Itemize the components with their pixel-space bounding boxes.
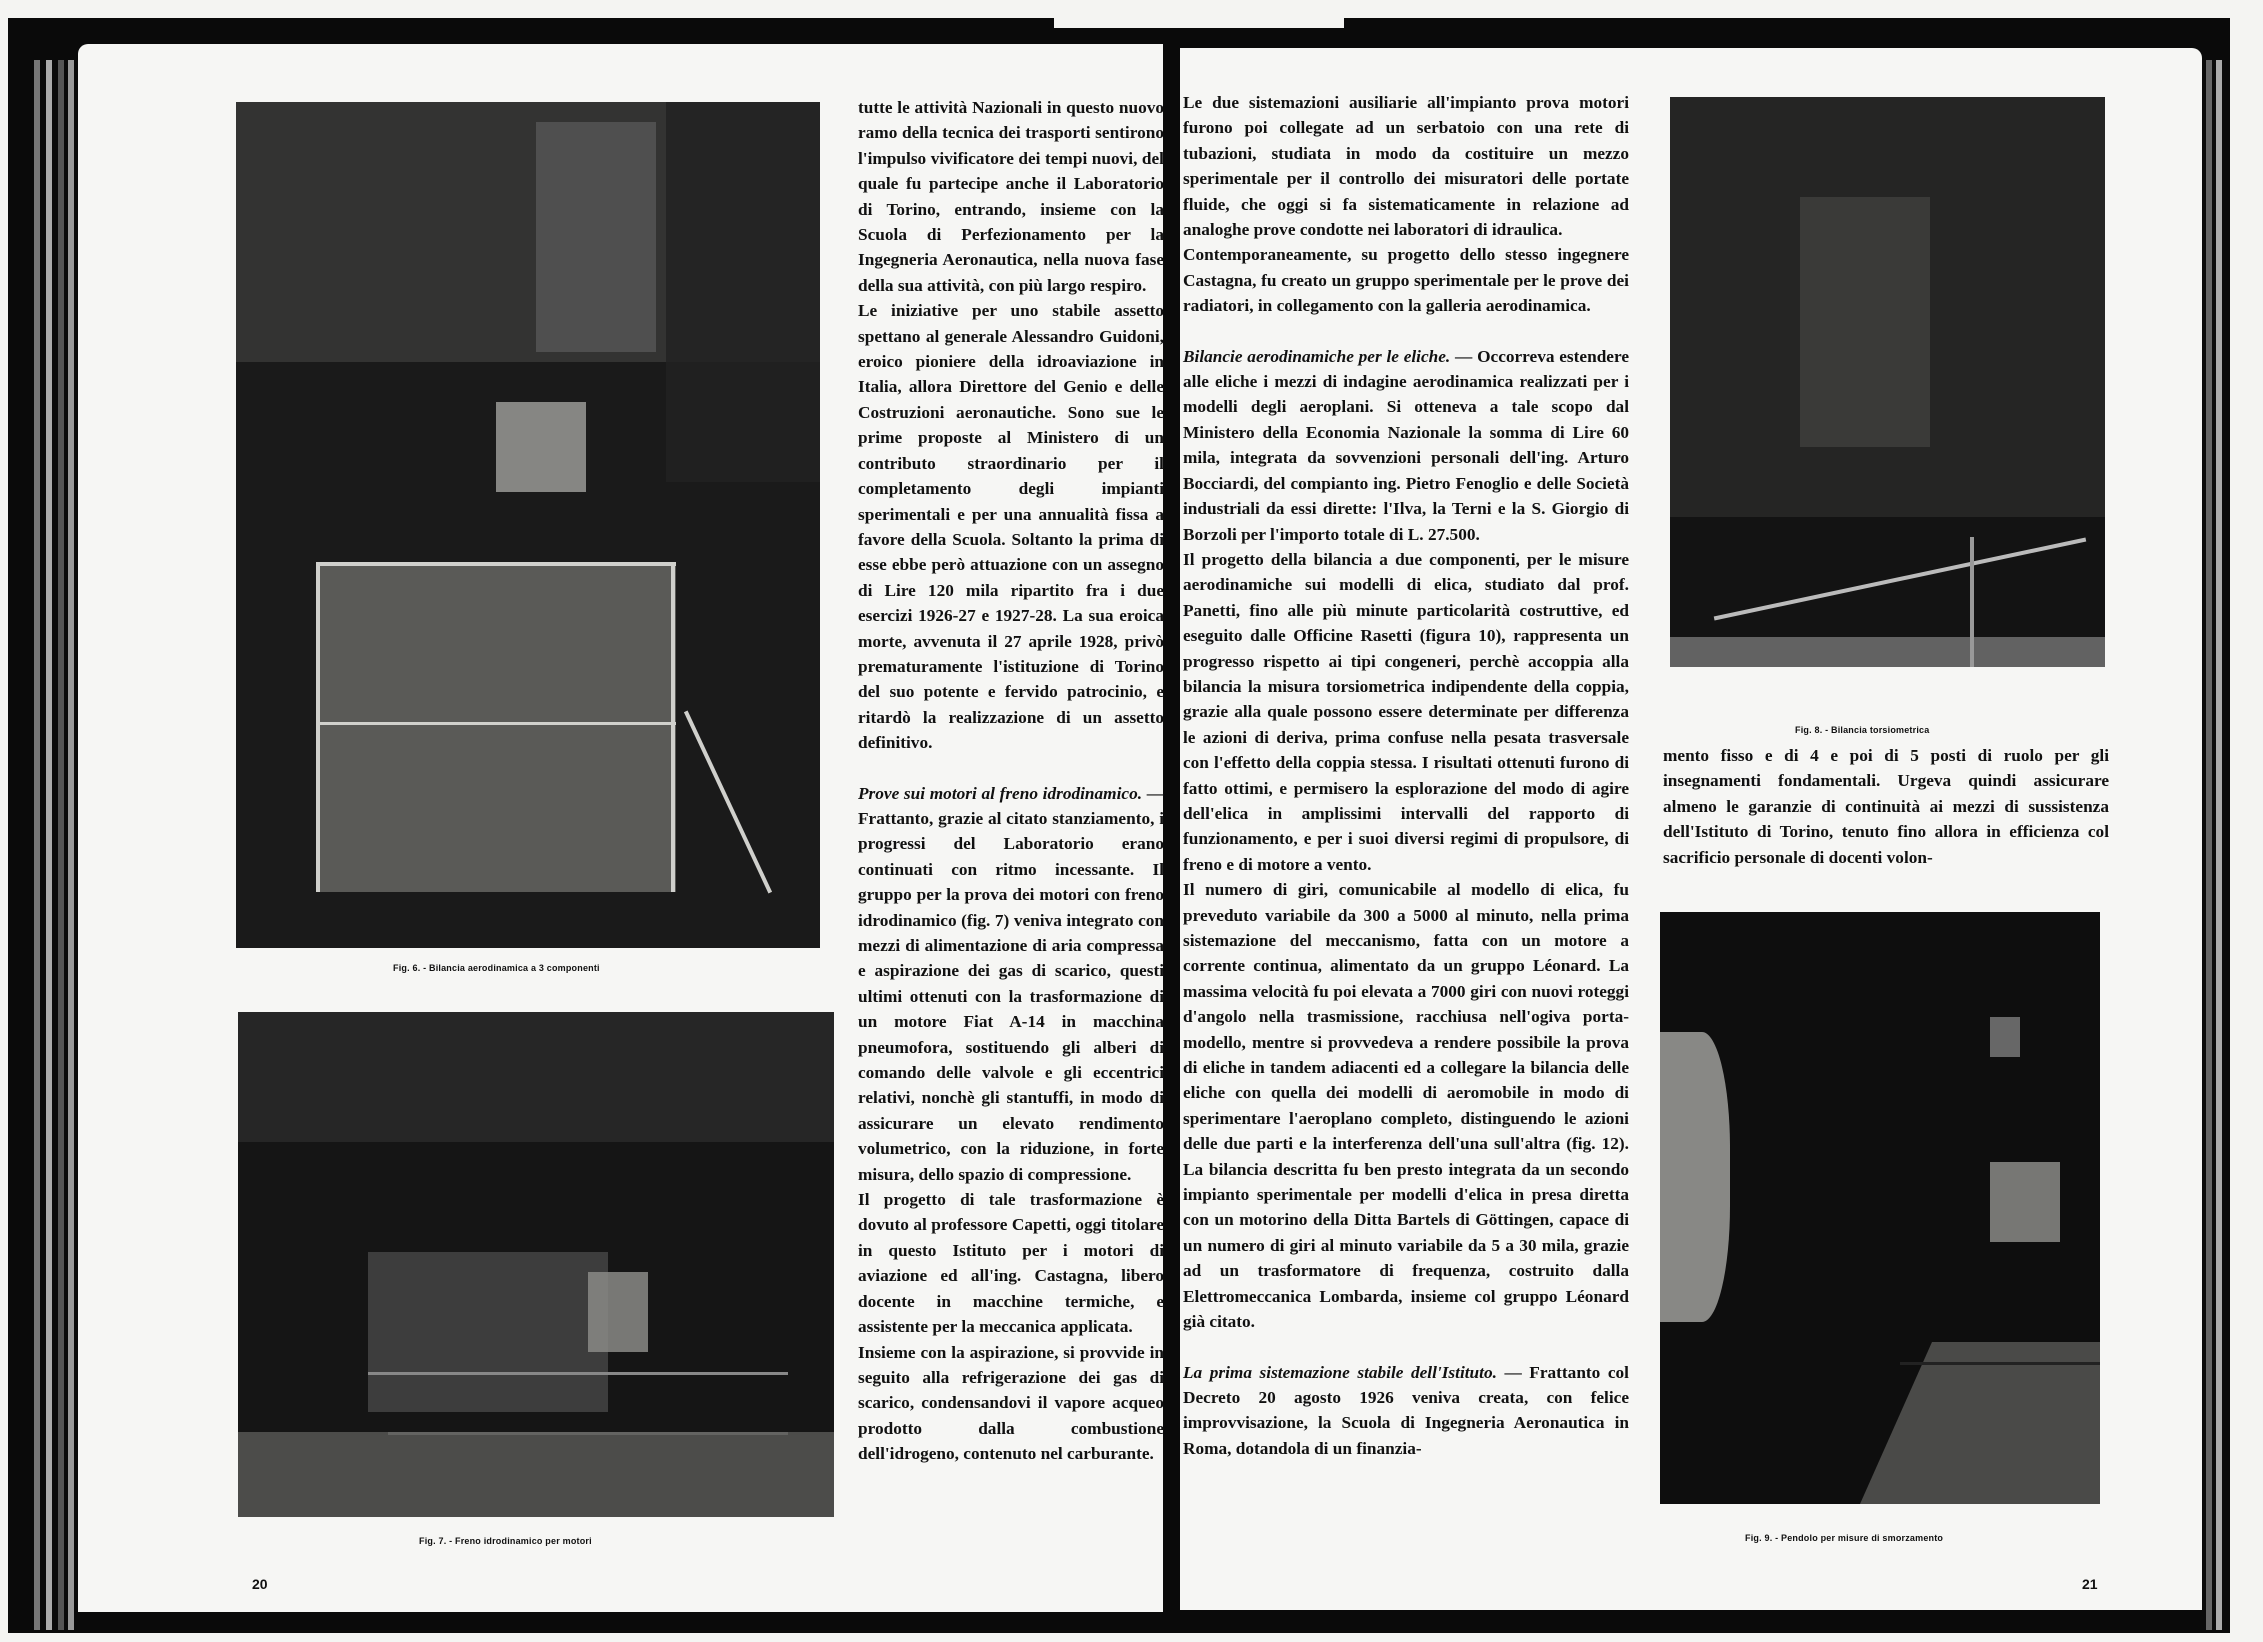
paragraph-text: — Frattanto col Decreto 20 agosto 1926 veniva creata, con felice improvvisazione, la Scuola di Ingegneria Aeronautica in Roma, dotandola di un finanzia-	[1183, 1362, 1629, 1458]
page-edge-stack	[2216, 60, 2222, 1630]
page-edge-stack	[34, 60, 40, 1630]
figure-6-caption: Fig. 6. - Bilancia aerodinamica a 3 componenti	[393, 963, 600, 973]
section-heading: La prima sistemazione stabile dell'Istituto.	[1183, 1362, 1497, 1382]
paragraph: Il numero di giri, comunicabile al modello di elica, fu preveduto variabile da 300 a 5000 al minuto, nella prima sistemazione del meccanismo, fatta con un motore a corrente continua, alimentato da un gruppo Léonard. La massima velocità fu poi elevata a 7000 giri con nuovi roteggi d'angolo nella trasmissione, racchiusa nell'ogiva porta-modello, mentre si provvedeva a rendere possibile la prova di eliche in tandem adiacenti ed a collegare la bilancia delle eliche con quella dei modelli di aeromobile in modo di sperimentare l'aeroplano completo, distinguendo le azioni delle due parti e la interferenza dell'una sull'altra (fig. 12). La bilancia descritta fu ben presto integrata da un secondo impianto sperimentale per modelli d'elica in presa diretta con un motorino della Ditta Bartels di Göttingen, capace di un numero di giri al minuto variabile da 5 a 30 mila, grazie ad un trasformatore di frequenza, costruito dalla Elettromeccanica Lombarda, insieme col gruppo Léonard già citato.	[1183, 880, 1629, 1332]
left-text-column	[858, 95, 1164, 1467]
right-page-number: 21	[2082, 1576, 2098, 1592]
section-paragraph	[858, 781, 1164, 1188]
paragraph: mento fisso e di 4 e poi di 5 posti di ruolo per gli insegnamenti fondamentali. Urgeva quindi assicurare almeno le garanzie di continuità ai mezzi di sussistenza dell'Istituto di Torino, tenuto fino allora in efficienza col sacrificio personale di docenti volon-	[1663, 746, 2109, 867]
section-heading: Bilancie aerodinamiche per le eliche.	[1183, 346, 1451, 366]
figure-7-photo	[238, 1012, 834, 1517]
paragraph: Contemporaneamente, su progetto dello stesso ingegnere Castagna, fu creato un gruppo sperimentale per le prove dei radiatori, in collegamento con la galleria aerodinamica.	[1183, 245, 1629, 316]
spine-gap	[1054, 0, 1344, 28]
section-paragraph	[1183, 1360, 1629, 1462]
paragraph: Il progetto della bilancia a due componenti, per le misure aerodinamiche sui modelli di elica, studiato dal prof. Panetti, fino alle più minute particolarità costruttive, ed eseguito dalle Officine Rasetti (figura 10), rappresenta un progresso rispetto ai tipi congeneri, perchè accoppia alla bilancia la misura torsiometrica indipendente della coppia, grazie alla quale possono essere determinate per differenza le azioni di deriva, prima confuse nella pesata trasversale con l'effetto della coppia stessa. I risultati ottenuti furono di fatto ottimi, e permisero la esplorazione del modo di agire dell'elica in amplissimi intervalli del rapporto di funzionamento, e per i suoi diversi regimi di propulsore, di freno e di motore a vento.	[1183, 549, 1629, 874]
far-right-text-column	[1663, 743, 2109, 870]
figure-7-caption: Fig. 7. - Freno idrodinamico per motori	[419, 1536, 592, 1546]
paragraph-text: — Frattanto, grazie al citato stanziamento, i progressi del Laboratorio erano continuati con ritmo incessante. Il gruppo per la prova dei motori con freno idrodinamico (fig. 7) veniva integrato con mezzi di alimentazione di aria compressa e aspirazione dei gas di scarico, questi ultimi ottenuti con la trasformazione di un motore Fiat A-14 in macchina pneumofora, sostituendo gli alberi di comando delle valvole e gli eccentrici relativi, nonchè gli stantuffi, in modo di assicurare un elevato rendimento volumetrico, con la riduzione, in forte misura, dello spazio di compressione.	[858, 783, 1164, 1184]
section-paragraph	[1183, 344, 1629, 547]
paragraph: Le due sistemazioni ausiliarie all'impianto prova motori furono poi collegate ad un serbatoio con una rete di tubazioni, studiata in modo da costituire un mezzo sperimentale per il controllo dei misuratori delle portate fluide, che oggi si fa sistematicamente in relazione ad analoghe prove condotte nei laboratori di idraulica.	[1183, 93, 1629, 240]
page-edge-stack	[58, 60, 64, 1630]
section-heading: Prove sui motori al freno idrodinamico.	[858, 783, 1143, 803]
page-edge-stack	[68, 60, 74, 1630]
right-text-column	[1183, 90, 1629, 1461]
page-edge-stack	[46, 60, 52, 1630]
figure-8-caption: Fig. 8. - Bilancia torsiometrica	[1795, 725, 1930, 735]
figure-9-photo	[1660, 912, 2100, 1504]
paragraph: Il progetto di tale trasformazione è dovuto al professore Capetti, oggi titolare in questo Istituto per i motori di aviazione ed all'ing. Castagna, libero docente in macchine termiche, e assistente per la meccanica applicata.	[858, 1190, 1164, 1337]
page-edge-stack	[2206, 60, 2212, 1630]
figure-8-photo	[1670, 97, 2105, 667]
figure-6-photo	[236, 102, 820, 948]
figure-9-caption: Fig. 9. - Pendolo per misure di smorzamento	[1745, 1533, 1944, 1543]
paragraph: Le iniziative per uno stabile assetto spettano al generale Alessandro Guidoni, eroico pioniere della idroaviazione in Italia, allora Direttore del Genio e delle Costruzioni aeronautiche. Sono sue le prime proposte al Ministero di un contributo straordinario per il completamento degli impianti sperimentali e per una annualità fissa a favore della Scuola. Soltanto la prima di esse ebbe però attuazione con un assegno di Lire 120 mila ripartito fra i due esercizi 1926-27 e 1927-28. La sua eroica morte, avvenuta il 27 aprile 1928, privò prematuramente l'istituzione di Torino del suo potente e fervido patrocinio, e ritardò la realizzazione di un assetto definitivo.	[858, 301, 1164, 753]
paragraph: Insieme con la aspirazione, si provvide in seguito alla refrigerazione dei gas di scarico, condensandovi il vapore acqueo prodotto dalla combustione dell'idrogeno, contenuto nel carburante.	[858, 1342, 1164, 1464]
paragraph-text: — Occorreva estendere alle eliche i mezzi di indagine aerodinamica realizzati per i modelli degli aeroplani. Si otteneva a tale scopo dal Ministero della Economia Nazionale la somma di Lire 60 mila, integrata da sovvenzioni personali dell'ing. Arturo Bocciardi, del compianto ing. Pietro Fenoglio e delle Società industriali da essi dirette: l'Ilva, la Terni e la S. Giorgio di Borzoli per l'importo totale di L. 27.500.	[1183, 346, 1630, 544]
left-page-number: 20	[252, 1576, 268, 1592]
paragraph: tutte le attività Nazionali in questo nuovo ramo della tecnica dei trasporti sentirono l'impulso vivificatore dei tempi nuovi, del quale fu partecipe anche il Laboratorio di Torino, entrando, insieme con la Scuola di Perfezionamento per la Ingegneria Aeronautica, nella nuova fase della sua attività, con più largo respiro.	[858, 98, 1164, 295]
